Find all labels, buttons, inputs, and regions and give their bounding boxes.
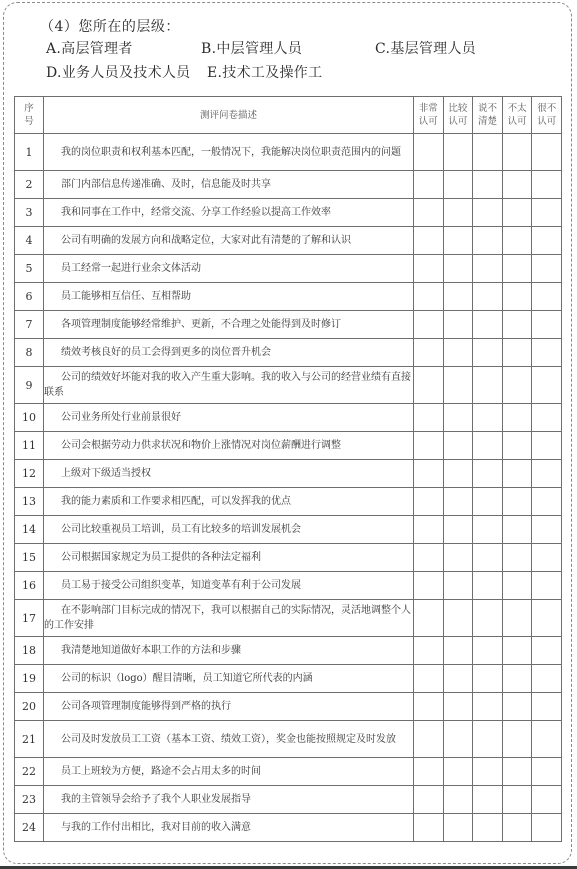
rating-cell[interactable] (414, 227, 444, 255)
row-description: 公司比较重视员工培训，员工有比较多的培训发展机会 (44, 516, 414, 544)
row-description: 公司及时发放员工工资（基本工资、绩效工资），奖金也能按照规定及时发放 (44, 721, 414, 758)
survey-body (15, 134, 562, 842)
rating-cell[interactable] (473, 134, 503, 171)
rating-cell[interactable] (473, 227, 503, 255)
rating-cell[interactable] (532, 283, 562, 311)
rating-cell[interactable] (502, 814, 532, 842)
rating-cell[interactable] (502, 171, 532, 199)
table-row (15, 600, 562, 637)
row-number: 7 (15, 311, 44, 339)
table-row (15, 786, 562, 814)
table-row (15, 665, 562, 693)
rating-cell[interactable] (502, 432, 532, 460)
header-rating-5-line2: 认可 (537, 116, 557, 127)
row-number: 11 (15, 432, 44, 460)
rating-cell[interactable] (473, 460, 503, 488)
row-number: 14 (15, 516, 44, 544)
rating-cell[interactable] (443, 721, 473, 758)
rating-cell[interactable] (502, 460, 532, 488)
option-c: C.基层管理人员 (375, 41, 477, 57)
header-num-line2: 号 (24, 116, 34, 127)
rating-cell[interactable] (502, 339, 532, 367)
row-number: 13 (15, 488, 44, 516)
header-rating-1-line2: 认可 (418, 116, 438, 127)
rating-cell[interactable] (532, 311, 562, 339)
table-row (15, 572, 562, 600)
rating-cell[interactable] (532, 693, 562, 721)
rating-cell[interactable] (414, 404, 444, 432)
rating-cell[interactable] (473, 758, 503, 786)
row-description: 公司的绩效好坏能对我的收入产生重大影响。我的收入与公司的经营业绩有直接联系 (44, 367, 414, 404)
rating-cell[interactable] (473, 516, 503, 544)
header-rating-3-line2: 清楚 (477, 116, 497, 127)
rating-cell[interactable] (414, 600, 444, 637)
rating-cell[interactable] (502, 404, 532, 432)
rating-cell[interactable] (502, 255, 532, 283)
rating-cell[interactable] (532, 171, 562, 199)
rating-cell[interactable] (532, 814, 562, 842)
rating-cell[interactable] (414, 814, 444, 842)
rating-cell[interactable] (414, 572, 444, 600)
table-row (15, 311, 562, 339)
rating-cell[interactable] (502, 199, 532, 227)
rating-cell[interactable] (414, 637, 444, 665)
rating-cell[interactable] (502, 693, 532, 721)
table-row (15, 432, 562, 460)
rating-cell[interactable] (443, 665, 473, 693)
rating-cell[interactable] (443, 199, 473, 227)
row-number: 18 (15, 637, 44, 665)
row-description: 我和同事在工作中，经常交流、分享工作经验以提高工作效率 (44, 199, 414, 227)
rating-cell[interactable] (443, 339, 473, 367)
rating-cell[interactable] (532, 460, 562, 488)
row-number: 24 (15, 814, 44, 842)
rating-cell[interactable] (532, 339, 562, 367)
rating-cell[interactable] (473, 311, 503, 339)
rating-cell[interactable] (473, 199, 503, 227)
header-rating-4-line1: 不太 (507, 103, 527, 114)
rating-cell[interactable] (414, 544, 444, 572)
row-number: 1 (15, 134, 44, 171)
header-rating-2-line2: 认可 (448, 116, 468, 127)
rating-cell[interactable] (414, 721, 444, 758)
row-description: 部门内部信息传递准确、及时，信息能及时共享 (44, 171, 414, 199)
row-number: 22 (15, 758, 44, 786)
rating-cell[interactable] (532, 199, 562, 227)
rating-cell[interactable] (443, 600, 473, 637)
rating-cell[interactable] (414, 665, 444, 693)
table-row (15, 488, 562, 516)
rating-cell[interactable] (532, 404, 562, 432)
rating-cell[interactable] (414, 311, 444, 339)
rating-cell[interactable] (414, 460, 444, 488)
header-rating-5 (532, 97, 562, 134)
table-row (15, 758, 562, 786)
rating-cell[interactable] (532, 572, 562, 600)
rating-cell[interactable] (414, 488, 444, 516)
option-e: E.技术工及操作工 (207, 65, 323, 81)
row-description: 我的岗位职责和权利基本匹配，一般情况下，我能解决岗位职责范围内的问题 (44, 134, 414, 171)
table-row (15, 814, 562, 842)
rating-cell[interactable] (502, 516, 532, 544)
header-rating-5-line1: 很不 (537, 103, 557, 114)
rating-cell[interactable] (443, 460, 473, 488)
row-description: 我的能力素质和工作要求相匹配，可以发挥我的优点 (44, 488, 414, 516)
header-num (15, 97, 44, 134)
row-number: 19 (15, 665, 44, 693)
rating-cell[interactable] (443, 134, 473, 171)
row-description: 在不影响部门目标完成的情况下，我可以根据自己的实际情况，灵活地调整个人的工作安排 (44, 600, 414, 637)
row-number: 3 (15, 199, 44, 227)
row-description: 公司的标识（logo）醒目清晰，员工知道它所代表的内涵 (44, 665, 414, 693)
row-number: 5 (15, 255, 44, 283)
header-num-line1: 序 (24, 103, 34, 114)
row-description: 员工经常一起进行业余文体活动 (44, 255, 414, 283)
rating-cell[interactable] (414, 171, 444, 199)
rating-cell[interactable] (502, 637, 532, 665)
header-rating-1-line1: 非常 (418, 103, 438, 114)
row-number: 6 (15, 283, 44, 311)
rating-cell[interactable] (532, 758, 562, 786)
rating-cell[interactable] (473, 283, 503, 311)
rating-cell[interactable] (443, 283, 473, 311)
row-description: 公司各项管理制度能够得到严格的执行 (44, 693, 414, 721)
row-number: 20 (15, 693, 44, 721)
rating-cell[interactable] (532, 432, 562, 460)
row-number: 9 (15, 367, 44, 404)
rating-cell[interactable] (473, 488, 503, 516)
rating-cell[interactable] (473, 255, 503, 283)
rating-cell[interactable] (502, 134, 532, 171)
table-row (15, 516, 562, 544)
rating-cell[interactable] (532, 488, 562, 516)
header-rating-4 (502, 97, 532, 134)
row-number: 10 (15, 404, 44, 432)
rating-cell[interactable] (502, 367, 532, 404)
rating-cell[interactable] (473, 637, 503, 665)
table-row (15, 721, 562, 758)
rating-cell[interactable] (473, 367, 503, 404)
rating-cell[interactable] (443, 311, 473, 339)
rating-cell[interactable] (443, 488, 473, 516)
rating-cell[interactable] (443, 637, 473, 665)
rating-cell[interactable] (414, 283, 444, 311)
rating-cell[interactable] (473, 693, 503, 721)
rating-cell[interactable] (443, 227, 473, 255)
rating-cell[interactable] (532, 721, 562, 758)
rating-cell[interactable] (532, 227, 562, 255)
rating-cell[interactable] (414, 758, 444, 786)
row-number: 2 (15, 171, 44, 199)
row-number: 16 (15, 572, 44, 600)
rating-cell[interactable] (414, 367, 444, 404)
rating-cell[interactable] (502, 488, 532, 516)
rating-cell[interactable] (532, 665, 562, 693)
rating-cell[interactable] (414, 199, 444, 227)
rating-cell[interactable] (473, 721, 503, 758)
rating-cell[interactable] (443, 693, 473, 721)
option-d: D.业务人员及技术人员 (46, 65, 191, 81)
rating-cell[interactable] (414, 432, 444, 460)
rating-cell[interactable] (502, 786, 532, 814)
row-description: 公司会根据劳动力供求状况和物价上涨情况对岗位薪酬进行调整 (44, 432, 414, 460)
question-title: （4）您所在的层级： (40, 19, 180, 35)
rating-cell[interactable] (502, 311, 532, 339)
row-number: 17 (15, 600, 44, 637)
rating-cell[interactable] (532, 600, 562, 637)
table-row (15, 199, 562, 227)
row-number: 21 (15, 721, 44, 758)
rating-cell[interactable] (414, 134, 444, 171)
rating-cell[interactable] (502, 721, 532, 758)
rating-cell[interactable] (473, 814, 503, 842)
rating-cell[interactable] (443, 404, 473, 432)
table-row (15, 134, 562, 171)
rating-cell[interactable] (473, 339, 503, 367)
rating-cell[interactable] (502, 572, 532, 600)
rating-cell[interactable] (473, 432, 503, 460)
rating-cell[interactable] (502, 283, 532, 311)
row-description: 员工上班较为方便，路途不会占用太多的时间 (44, 758, 414, 786)
rating-cell[interactable] (443, 572, 473, 600)
header-rating-3 (473, 97, 503, 134)
rating-cell[interactable] (532, 367, 562, 404)
rating-cell[interactable] (443, 544, 473, 572)
row-description: 上级对下级适当授权 (44, 460, 414, 488)
rating-cell[interactable] (473, 171, 503, 199)
rating-cell[interactable] (473, 786, 503, 814)
row-description: 员工能够相互信任、互相帮助 (44, 283, 414, 311)
header-desc: 测评问卷描述 (44, 97, 414, 134)
table-row (15, 637, 562, 665)
row-number: 12 (15, 460, 44, 488)
rating-cell[interactable] (473, 600, 503, 637)
table-row (15, 227, 562, 255)
rating-cell[interactable] (414, 516, 444, 544)
option-b: B.中层管理人员 (201, 41, 303, 57)
rating-cell[interactable] (532, 255, 562, 283)
rating-cell[interactable] (502, 665, 532, 693)
rating-cell[interactable] (443, 432, 473, 460)
row-description: 绩效考核良好的员工会得到更多的岗位晋升机会 (44, 339, 414, 367)
rating-cell[interactable] (443, 367, 473, 404)
rating-cell[interactable] (473, 544, 503, 572)
row-description: 我的主管领导会给予了我个人职业发展指导 (44, 786, 414, 814)
rating-cell[interactable] (443, 814, 473, 842)
row-description: 各项管理制度能够经常维护、更新，不合理之处能得到及时修订 (44, 311, 414, 339)
row-description: 员工易于接受公司组织变革，知道变革有利于公司发展 (44, 572, 414, 600)
table-row (15, 693, 562, 721)
row-description: 与我的工作付出相比，我对目前的收入满意 (44, 814, 414, 842)
row-number: 23 (15, 786, 44, 814)
row-number: 15 (15, 544, 44, 572)
header-rating-3-line1: 说不 (477, 103, 497, 114)
rating-cell[interactable] (473, 572, 503, 600)
header-rating-4-line2: 认可 (507, 116, 527, 127)
table-row (15, 460, 562, 488)
rating-cell[interactable] (473, 665, 503, 693)
rating-cell[interactable] (532, 516, 562, 544)
table-row (15, 283, 562, 311)
rating-cell[interactable] (443, 255, 473, 283)
row-number: 8 (15, 339, 44, 367)
rating-cell[interactable] (502, 544, 532, 572)
rating-cell[interactable] (532, 786, 562, 814)
header-rating-2-line1: 比较 (448, 103, 468, 114)
table-row (15, 255, 562, 283)
rating-cell[interactable] (532, 544, 562, 572)
row-description: 公司根据国家规定为员工提供的各种法定福利 (44, 544, 414, 572)
rating-cell[interactable] (414, 255, 444, 283)
rating-cell[interactable] (443, 171, 473, 199)
survey-table (14, 96, 562, 842)
table-row (15, 339, 562, 367)
row-number: 4 (15, 227, 44, 255)
rating-cell[interactable] (443, 516, 473, 544)
option-a: A.高层管理者 (46, 41, 133, 57)
rating-cell[interactable] (502, 227, 532, 255)
rating-cell[interactable] (414, 339, 444, 367)
table-row (15, 544, 562, 572)
row-description: 我清楚地知道做好本职工作的方法和步骤 (44, 637, 414, 665)
rating-cell[interactable] (532, 134, 562, 171)
rating-cell[interactable] (473, 404, 503, 432)
header-rating-1 (414, 97, 444, 134)
table-row (15, 367, 562, 404)
row-description: 公司有明确的发展方向和战略定位，大家对此有清楚的了解和认识 (44, 227, 414, 255)
row-description: 公司业务所处行业前景很好 (44, 404, 414, 432)
header-rating-2 (443, 97, 473, 134)
table-header-row (15, 97, 562, 134)
table-row (15, 404, 562, 432)
rating-cell[interactable] (502, 600, 532, 637)
rating-cell[interactable] (443, 758, 473, 786)
table-row (15, 171, 562, 199)
rating-cell[interactable] (502, 758, 532, 786)
rating-cell[interactable] (532, 637, 562, 665)
rating-cell[interactable] (414, 786, 444, 814)
rating-cell[interactable] (443, 786, 473, 814)
rating-cell[interactable] (414, 693, 444, 721)
